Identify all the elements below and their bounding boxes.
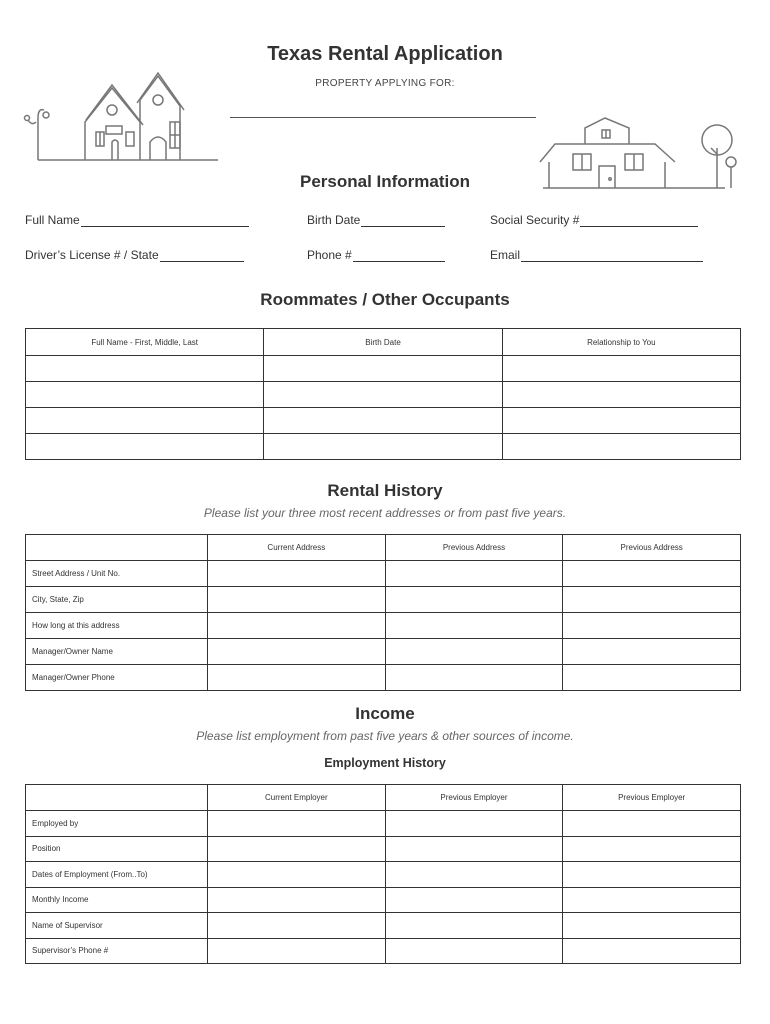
table-cell[interactable] <box>563 665 741 691</box>
table-cell[interactable] <box>208 887 386 913</box>
column-header: Previous Address <box>385 535 563 561</box>
table-cell[interactable] <box>208 639 386 665</box>
rental-history-table <box>25 534 741 691</box>
table-cell[interactable] <box>385 913 563 939</box>
income-heading: Income <box>355 704 415 723</box>
table-cell[interactable] <box>385 938 563 964</box>
column-header: Current Employer <box>208 785 386 811</box>
table-cell[interactable] <box>208 613 386 639</box>
table-cell[interactable] <box>208 561 386 587</box>
roommates-table <box>25 328 741 460</box>
table-cell[interactable] <box>208 587 386 613</box>
table-cell[interactable] <box>208 913 386 939</box>
rental-history-heading: Rental History <box>327 481 443 500</box>
row-label: Street Address / Unit No. <box>26 561 208 587</box>
table-row <box>26 613 741 639</box>
license-line[interactable] <box>160 248 244 262</box>
table-cell[interactable] <box>385 639 563 665</box>
table-cell[interactable] <box>385 887 563 913</box>
table-cell[interactable] <box>563 613 741 639</box>
ssn-label: Social Security # <box>490 213 580 227</box>
street-lamp-icon <box>25 110 50 160</box>
table-cell[interactable] <box>563 836 741 862</box>
column-header <box>26 535 208 561</box>
column-header: Previous Address <box>563 535 741 561</box>
table-cell[interactable] <box>385 665 563 691</box>
table-cell[interactable] <box>208 862 386 888</box>
table-header-row <box>26 535 741 561</box>
table-cell[interactable] <box>563 639 741 665</box>
phone-label: Phone # <box>307 248 352 262</box>
row-label: City, State, Zip <box>26 587 208 613</box>
table-cell[interactable] <box>385 587 563 613</box>
table-cell[interactable] <box>26 382 264 408</box>
table-cell[interactable] <box>208 836 386 862</box>
row-label: Manager/Owner Name <box>26 639 208 665</box>
ssn-field[interactable] <box>490 213 698 227</box>
column-header: Previous Employer <box>563 785 741 811</box>
row-label: Dates of Employment (From..To) <box>26 862 208 888</box>
email-line[interactable] <box>521 248 703 262</box>
table-cell[interactable] <box>563 862 741 888</box>
table-header-row <box>26 329 741 356</box>
table-row <box>26 639 741 665</box>
row-label: Supervisor’s Phone # <box>26 938 208 964</box>
table-row <box>26 811 741 837</box>
personal-info-heading: Personal Information <box>299 172 471 191</box>
phone-field[interactable] <box>307 248 445 262</box>
income-note: Please list employment from past five years & other sources of income. <box>196 729 574 743</box>
house-illustration-left <box>20 70 220 165</box>
ssn-line[interactable] <box>580 213 698 227</box>
table-cell[interactable] <box>502 382 740 408</box>
birth-date-line[interactable] <box>361 213 445 227</box>
table-cell[interactable] <box>26 434 264 460</box>
license-field[interactable] <box>25 248 244 262</box>
employment-history-table <box>25 784 741 964</box>
table-row <box>26 887 741 913</box>
table-cell[interactable] <box>208 665 386 691</box>
table-cell[interactable] <box>385 811 563 837</box>
full-name-field[interactable] <box>25 213 249 227</box>
roommates-heading: Roommates / Other Occupants <box>260 290 510 309</box>
table-row <box>26 561 741 587</box>
table-cell[interactable] <box>385 836 563 862</box>
table-cell[interactable] <box>26 356 264 382</box>
table-cell[interactable] <box>385 561 563 587</box>
table-cell[interactable] <box>563 913 741 939</box>
page-title: Texas Rental Application <box>267 43 503 65</box>
table-cell[interactable] <box>385 862 563 888</box>
table-row <box>26 913 741 939</box>
row-label: Name of Supervisor <box>26 913 208 939</box>
table-cell[interactable] <box>385 613 563 639</box>
table-row <box>26 382 741 408</box>
email-label: Email <box>490 248 521 262</box>
property-input-line[interactable] <box>230 103 536 118</box>
table-row <box>26 408 741 434</box>
table-cell[interactable] <box>264 382 502 408</box>
table-row <box>26 587 741 613</box>
table-cell[interactable] <box>563 887 741 913</box>
table-cell[interactable] <box>264 356 502 382</box>
property-label: PROPERTY APPLYING FOR: <box>315 78 455 89</box>
table-row <box>26 836 741 862</box>
table-row <box>26 356 741 382</box>
license-label: Driver’s License # / State <box>25 248 159 262</box>
employment-history-heading: Employment History <box>324 756 446 770</box>
row-label: Monthly Income <box>26 887 208 913</box>
table-cell[interactable] <box>563 587 741 613</box>
table-header-row <box>26 785 741 811</box>
table-cell[interactable] <box>563 811 741 837</box>
table-cell[interactable] <box>502 408 740 434</box>
row-label: How long at this address <box>26 613 208 639</box>
email-field[interactable] <box>490 248 703 262</box>
table-cell[interactable] <box>502 434 740 460</box>
table-cell[interactable] <box>264 408 502 434</box>
table-row <box>26 938 741 964</box>
table-row <box>26 434 741 460</box>
table-row <box>26 862 741 888</box>
column-header: Previous Employer <box>385 785 563 811</box>
table-cell[interactable] <box>208 938 386 964</box>
table-cell[interactable] <box>563 561 741 587</box>
full-name-line[interactable] <box>81 213 249 227</box>
column-header: Current Address <box>208 535 386 561</box>
column-header: Relationship to You <box>502 329 740 356</box>
table-cell[interactable] <box>26 408 264 434</box>
birth-date-label: Birth Date <box>307 213 361 227</box>
row-label: Manager/Owner Phone <box>26 665 208 691</box>
table-row <box>26 665 741 691</box>
rental-history-note: Please list your three most recent addresses or from past five years. <box>203 506 567 520</box>
column-header: Full Name - First, Middle, Last <box>26 329 264 356</box>
table-cell[interactable] <box>264 434 502 460</box>
row-label: Employed by <box>26 811 208 837</box>
table-cell[interactable] <box>208 811 386 837</box>
phone-line[interactable] <box>353 248 445 262</box>
birth-date-field[interactable] <box>307 213 445 227</box>
column-header <box>26 785 208 811</box>
table-cell[interactable] <box>563 938 741 964</box>
full-name-label: Full Name <box>25 213 80 227</box>
row-label: Position <box>26 836 208 862</box>
column-header: Birth Date <box>264 329 502 356</box>
table-cell[interactable] <box>502 356 740 382</box>
